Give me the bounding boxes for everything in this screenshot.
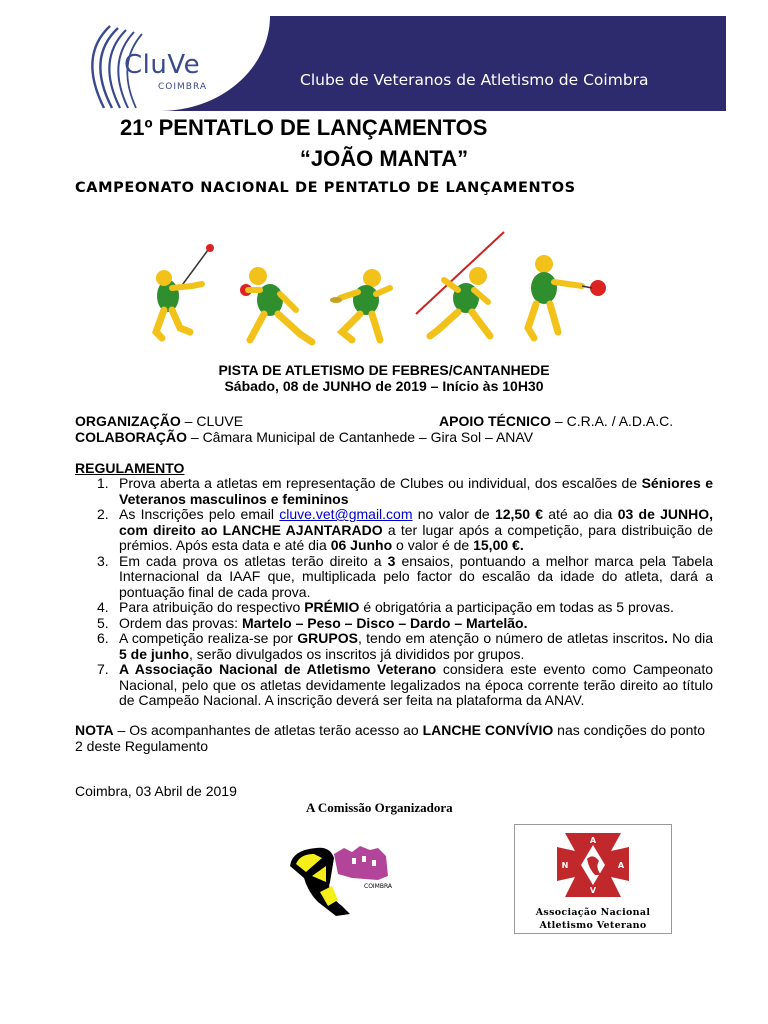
anav-emblem-icon	[515, 825, 671, 905]
list-item: 3. Em cada prova os atletas terão direito a 3 ensaios, pontuando a melhor marca pela Tabela Internacional da IAAF que, multiplicada pelo factor do escalão da idade do atleta, dará a pontuação final de cada prova.	[97, 552, 713, 600]
anav-logo	[514, 824, 672, 934]
throwing-athletes-illustration	[140, 228, 620, 354]
document-date: Coimbra, 03 Abril de 2019	[75, 783, 237, 799]
regulation-heading: REGULAMENTO	[75, 460, 185, 476]
event-title: 21º PENTATLO DE LANÇAMENTOS	[120, 115, 488, 140]
list-item: 5. Ordem das provas: Martelo – Peso – Disco – Dardo – Martelão.	[97, 614, 528, 631]
logo-text: CluVe	[124, 50, 201, 80]
javelin-thrower-figure	[416, 232, 504, 336]
list-item: 6. A competição realiza-se por GRUPOS, tendo em atenção o número de atletas inscritos. No dia 5 de junho, serão divulgados os inscritos já divididos por grupos.	[97, 630, 713, 662]
anav-letter-v: V	[589, 886, 597, 895]
coimbra-logo-text: COIMBRA	[364, 883, 392, 890]
collaboration-row	[75, 429, 715, 445]
colab-label: COLABORAÇÃO	[75, 429, 187, 445]
club-name: Clube de Veteranos de Atletismo de Coimbra	[300, 71, 649, 89]
venue-date: Sábado, 08 de JUNHO de 2019 – Início às 10H30	[224, 378, 544, 394]
logo-subtext: COIMBRA	[158, 82, 208, 92]
apoio-label: APOIO TÉCNICO	[439, 413, 552, 429]
organization-row	[75, 413, 715, 429]
venue-location: PISTA DE ATLETISMO DE FEBRES/CANTANHEDE	[218, 362, 550, 378]
committee-signature: A Comissão Organizadora	[306, 800, 453, 815]
weight-thrower-figure	[528, 255, 606, 338]
email-link[interactable]: cluve.vet@gmail.com	[279, 506, 413, 522]
list-item: 7. A Associação Nacional de Atletismo Veterano considera este evento como Campeonato Nacional, pelo que os atletas devidamente legalizados na época corrente terão direito ao título de Campeão Nacional. A inscrição deverá ser feita na plataforma da ANAV.	[97, 661, 714, 708]
anav-name-line2: Atletismo Veterano	[539, 920, 647, 931]
header-banner	[70, 16, 726, 111]
colab-value: – Câmara Municipal de Cantanhede – Gira Sol – ANAV	[187, 429, 534, 445]
org-value: – CLUVE	[180, 413, 244, 429]
anav-letter-a1: A	[589, 836, 597, 845]
org-label: ORGANIZAÇÃO	[75, 413, 181, 429]
list-item: 2. As Inscrições pelo email cluve.vet@gmail.com no valor de 12,50 € até ao dia 03 de JUNHO, com direito ao LANCHE AJANTARADO a ter lugar após a competição, para distribuição de prémios. Após esta data e até dia 06 Junho o valor é de 15,00 €.	[97, 506, 713, 553]
organization-block	[75, 413, 715, 445]
anav-letter-a2: A	[617, 861, 625, 870]
list-item: 4. Para atribuição do respectivo PRÉMIO é obrigatória a participação em todas as 5 provas.	[97, 599, 674, 615]
anav-letter-n: N	[561, 861, 569, 870]
regulation-list	[75, 476, 713, 709]
discus-thrower-figure	[330, 269, 390, 340]
note-paragraph: NOTA – Os acompanhantes de atletas terão acesso ao LANCHE CONVÍVIO nas condições do ponto 2 deste Regulamento	[75, 722, 706, 754]
event-subtitle: “JOÃO MANTA”	[299, 146, 469, 171]
venue-info	[0, 362, 768, 394]
shot-put-figure	[240, 267, 312, 342]
anav-name-line1: Associação Nacional	[535, 907, 651, 918]
apoio-value: – C.R.A. / A.D.A.C.	[551, 413, 674, 429]
coimbra-logo-icon	[282, 836, 392, 920]
note-label: NOTA	[75, 722, 114, 738]
hammer-thrower-figure	[156, 244, 214, 338]
list-item: 1. Prova aberta a atletas em representação de Clubes ou individual, dos escalões de Séniores e Veteranos masculinos e femininos	[97, 475, 713, 507]
championship-title: CAMPEONATO NACIONAL DE PENTATLO DE LANÇAMENTOS	[75, 180, 576, 196]
